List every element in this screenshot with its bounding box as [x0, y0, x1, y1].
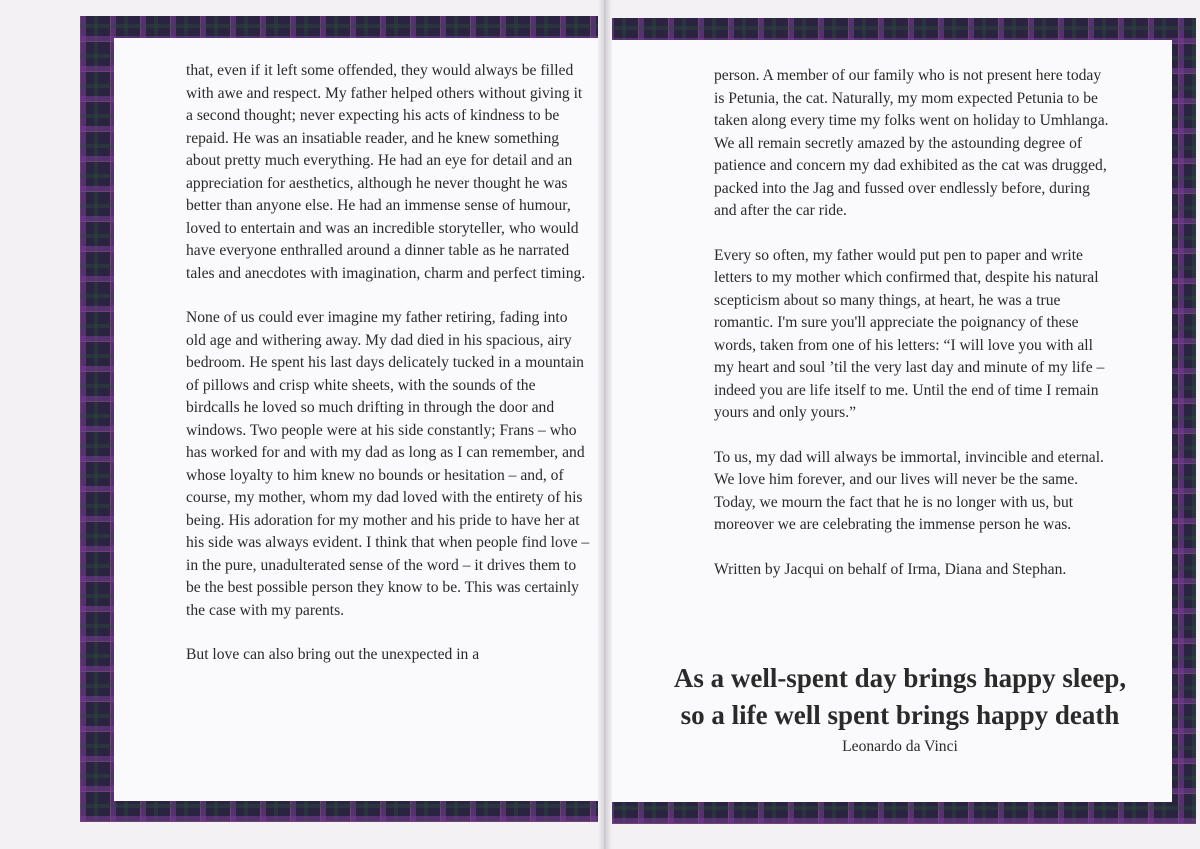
quote-line-1: As a well-spent day brings happy sleep, — [673, 663, 1127, 693]
quote-line-2: so a life well spent brings happy death — [680, 700, 1120, 730]
left-paragraph-1: that, even if it left some offended, they would always be filled with awe and respect. My father helped others without giving it a second thought; never expecting his acts of kindness to be repaid. He was an insatiable reader, and he knew something about pretty much everything. He had an eye for detail and an appreciation for aesthetics, although he never thought he was better than anyone else. He had an immense sense of humour, loved to entertain and was an incredible storyteller, who would have everyone enthralled around a dinner table as he narrated tales and anecdotes with imagination, charm and perfect timing. — [186, 62, 586, 282]
closing-quote — [620, 660, 1180, 734]
signature-paragraph: Written by Jacqui on behalf of Irma, Diana and Stephan. — [714, 560, 1067, 578]
left-paragraph-3: But love can also bring out the unexpected in a — [186, 646, 480, 663]
right-paragraph-2: Every so often, my father would put pen to paper and write letters to my mother which confirmed that, despite his natural scepticism about so many things, at heart, he was a true romantic. I'm sure you'll appreciate the poignancy of these words, taken from one of his letters: “I will love you with all my heart and soul ’til the very last day and minute of my life – indeed you are life itself to me. Until the end of time I remain yours and only yours.” — [714, 246, 1105, 421]
left-paragraph-2: None of us could ever imagine my father retiring, fading into old age and withering away. My dad died in his spacious, airy bedroom. He spent his last days delicately tucked in a mountain of pillows and crisp white sheets, with the sounds of the birdcalls he loved so much drifting in through the door and windows. Two people were at his side constantly; Frans – who has worked for and with my dad as long as I can remember, and whose loyalty to him knew no bounds or hesitation – and, of course, my mother, whom my dad loved with the entirety of his being. His adoration for my mother and his pride to have her at his side was always evident. I think that when people find love – in the pure, unadulterated sense of the word – it drives them to be the best possible person they know to be. This was certainly the case with my parents. — [186, 309, 590, 619]
right-paragraph-3: To us, my dad will always be immortal, invincible and eternal. We love him forever, and our lives will never be the same. Today, we mourn the fact that he is no longer with us, but moreover we are celebrating the immense person he was. — [714, 448, 1104, 533]
book-gutter — [598, 0, 612, 849]
left-page-text — [186, 60, 590, 667]
quote-attribution: Leonardo da Vinci — [842, 738, 958, 755]
right-paragraph-1: person. A member of our family who is not present here today is Petunia, the cat. Naturally, my mom expected Petunia to be taken along every time my folks went on holiday to Umhlanga. We all remain secretly amazed by the astounding degree of patience and concern my dad exhibited as the cat was drugged, packed into the Jag and fussed over endlessly before, during and after the car ride. — [714, 67, 1109, 219]
right-page-text — [714, 65, 1114, 581]
